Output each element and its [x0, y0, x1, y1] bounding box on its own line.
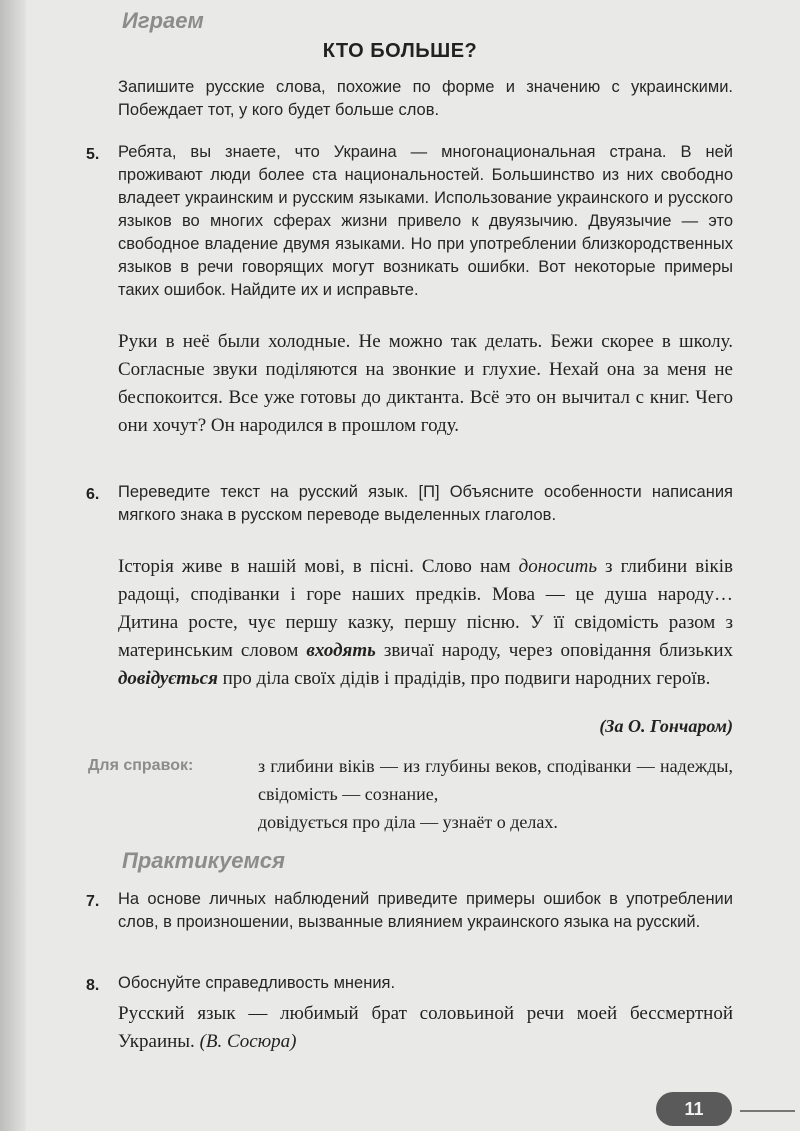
game-instructions: Запишите русские слова, похожие по форме и значению с украинскими. Побеждает тот, у кого будет больше слов.	[118, 78, 733, 119]
exercise-7-number: 7.	[86, 893, 100, 910]
page-spine-shadow	[0, 0, 26, 1131]
exercise-8-quote	[118, 1000, 733, 1056]
section-label-play: Играем	[122, 8, 204, 33]
page-number: 11	[656, 1092, 732, 1126]
exercise-6-source: (За О. Гончаром)	[599, 716, 733, 736]
text-part: з глибини віків радощі, сподіванки і горе наших предків. Мова — це душа народу… Дитина росте, чує першу казку, першу пісню. У її свідомість разом з материнським словом	[118, 556, 733, 661]
exercise-6-task: Переведите текст на русский язык. [П] Объясните особенности написания мягкого знака в русском переводе выделенных глаголов.	[118, 483, 733, 524]
exercise-8-number: 8.	[86, 977, 100, 994]
glossary-line: з глибини віків — из глубины веков, сподіванки — надежды, свідомість — сознание,	[258, 756, 733, 804]
highlighted-verb: входять	[306, 640, 376, 661]
decorative-line	[740, 1110, 795, 1112]
exercise-6-number: 6.	[86, 486, 100, 503]
game-title: КТО БОЛЬШЕ?	[322, 40, 478, 62]
text-part: про діла своїх дідів і прадідів, про подвиги народних героїв.	[217, 668, 711, 689]
exercise-5-text: Руки в неё были холодные. Не можно так делать. Бежи скорее в школу. Согласные звуки поділяются на звонкие и глухие. Нехай она за меня не беспокоится. Все уже готовы до диктанта. Всё это он вычитал с книг. Чего они хочут? Он народился в прошлом году.	[118, 331, 733, 436]
quote-author: (В. Сосюра)	[199, 1031, 297, 1052]
quote-text: Русский язык — любимый брат соловьиной речи моей бессмертной Украины.	[118, 1003, 733, 1052]
exercise-8-task: Обоснуйте справедливость мнения.	[118, 974, 396, 992]
section-label-practice: Практикуемся	[122, 848, 286, 873]
highlighted-verb: довідується	[118, 668, 218, 689]
exercise-7-task: На основе личных наблюдений приведите примеры ошибок в употреблении слов, в произношении, вызванные влиянием украинского языка на русский.	[118, 890, 733, 931]
glossary-label: Для справок:	[88, 757, 194, 774]
glossary	[258, 752, 733, 836]
highlighted-verb: доносить	[518, 556, 597, 577]
text-part: звичаї народу, через оповідання близьких	[375, 640, 733, 661]
exercise-6-text	[118, 553, 733, 693]
exercise-5-number: 5.	[86, 146, 100, 163]
exercise-5-task: Ребята, вы знаете, что Украина — многонациональная страна. В ней проживают люди более ста национальностей. Большинство из них свободно владеет украинским и русским языками. Использование украинского и русского языков во многих сферах жизни привело к двуязычию. Двуязычие — это свободное владение двумя языками. Но при употреблении близкородственных языков в речи говорящих могут возникать ошибки. Вот некоторые примеры таких ошибок. Найдите их и исправьте.	[118, 143, 733, 299]
glossary-line: довідується про діла — узнаёт о делах.	[258, 812, 558, 832]
text-part: Історія живе в нашій мові, в пісні. Слово нам	[118, 556, 519, 577]
